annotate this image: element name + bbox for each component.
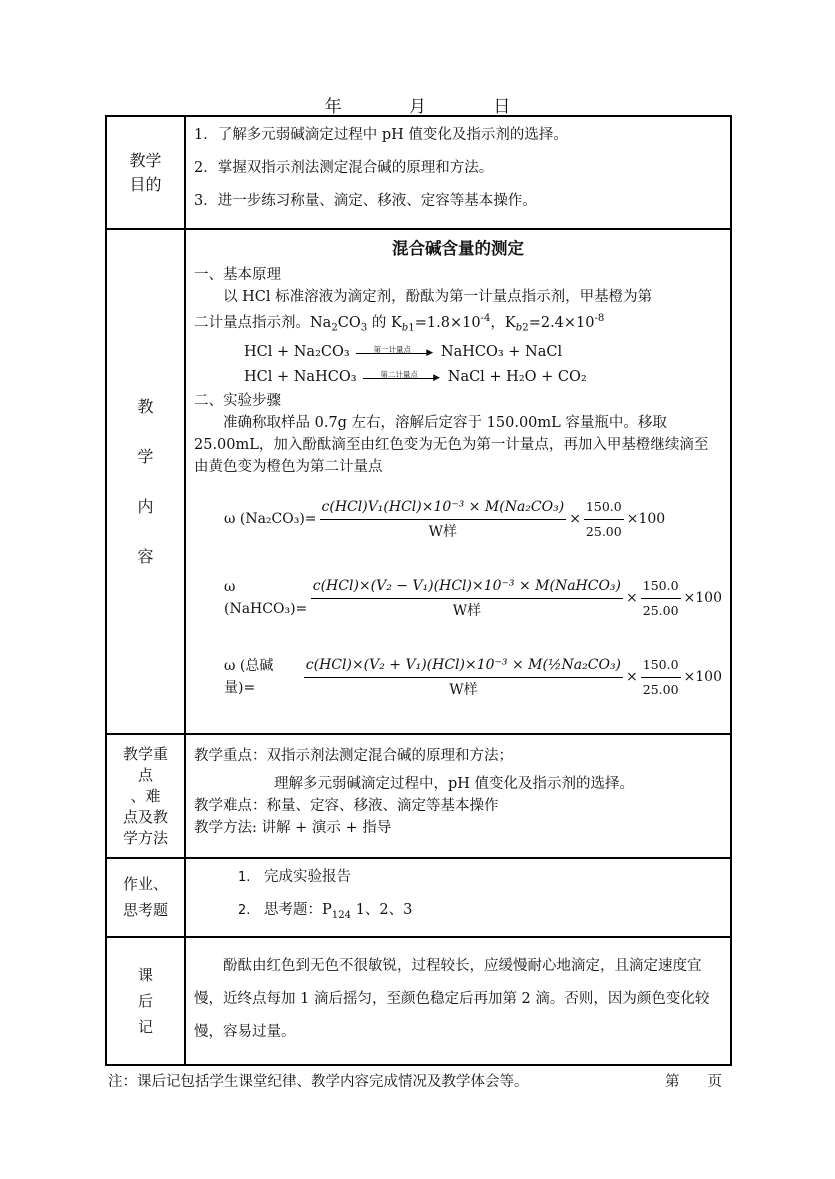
- paragraph: 准确称取样品 0.7g 左右，溶解后定容于 150.00mL 容量瓶中。移取 25.00mL，加入酚酞滴至由红色变为无色为第一计量点，再加入甲基橙继续滴至由黄色变为橙色为第二计量点: [194, 414, 709, 475]
- section-heading: 一、基本原理: [194, 267, 281, 283]
- list-item: 1. 完成实验报告: [238, 869, 351, 885]
- objective-item: 1．了解多元弱碱滴定过程中 pH 值变化及指示剂的选择。: [194, 127, 568, 143]
- keypoints-label: 教学重 点 、难 点及教 学方法: [106, 734, 185, 858]
- footer-note: 注：课后记包括学生课堂纪律、教学内容完成情况及教学体会等。 第 页: [108, 1070, 728, 1091]
- year-label: 年: [324, 97, 342, 117]
- homework-label: 作业、 思考题: [106, 858, 185, 937]
- objectives-list: [186, 117, 730, 222]
- formula-total-alkali: ω (总碱量)= $\frac{\text{c(HCl)×(V₂ + V₁)(HCl)×10⁻³ × M(½Na₂CO₃)}}{\text{W样}}$ × $\frac{150.0}{25.00}$ ×100: [224, 654, 722, 701]
- objective-item: 2．掌握双指示剂法测定混合碱的原理和方法。: [194, 160, 494, 176]
- section-heading: 二、实验步骤: [194, 392, 281, 409]
- date-header: [0, 92, 835, 117]
- formula-nahco3: ω (NaHCO₃)= $\frac{\text{c(HCl)×(V₂ − V₁)(HCl)×10⁻³ × M(NaHCO₃)}}{\text{W样}}$ × $\frac{150.0}{25.00}$ ×100: [224, 575, 722, 622]
- page-title: 混合碱含量的测定: [392, 239, 524, 258]
- reaction-2: HCl + NaHCO₃ 第二计量点 ▶ NaCl + H₂O + CO₂: [244, 368, 587, 385]
- objectives-row: [106, 116, 731, 229]
- content-label: 教 学 内 容: [106, 229, 185, 734]
- objectives-label: 教学目的: [106, 116, 185, 229]
- page-number: 第 页: [665, 1074, 722, 1090]
- arrow-icon: 第二计量点 ▶: [363, 372, 441, 382]
- day-label: 日: [493, 97, 511, 117]
- reaction-1: HCl + Na₂CO₃ 第一计量点 ▶ NaHCO₃ + NaCl: [244, 343, 563, 360]
- month-label: 月: [409, 97, 426, 117]
- keypoints-body: 教学重点：双指示剂法测定混合碱的原理和方法； 理解多元弱碱滴定过程中，pH 值变化及指示剂的选择。 教学难点：称量、定容、移液、滴定等基本操作 教学方法: 讲解 + 演示 + 指导: [194, 748, 635, 836]
- homework-list: [186, 859, 730, 936]
- remarks-body: 酚酞由红色到无色不很敏锐，过程较长，应缓慢耐心地滴定，且滴定速度宜慢，近终点每加 1 滴后摇匀，至颜色稳定后再加第 2 滴。否则，因为颜色变化较慢，容易过量。: [194, 957, 710, 1040]
- content-body: [186, 230, 730, 705]
- objective-item: 3．进一步练习称量、滴定、移液、定容等基本操作。: [194, 193, 537, 209]
- arrow-icon: 第一计量点 ▶: [356, 347, 434, 357]
- remarks-row: [106, 937, 731, 1065]
- lesson-plan-table: [105, 115, 732, 1066]
- content-row: [106, 229, 731, 734]
- remarks-label: 课 后 记: [106, 937, 185, 1065]
- paragraph: 以 HCl 标准溶液为滴定剂，酚酞为第一计量点指示剂，甲基橙为第: [223, 289, 653, 305]
- list-item: 2. 思考题：$P_{124}$ 1、2、3: [238, 902, 413, 921]
- keypoints-row: [106, 734, 731, 858]
- homework-row: [106, 858, 731, 937]
- formula-na2co3: ω (Na₂CO₃)= $\frac{\text{c(HCl)V₁(HCl)×10⁻³ × M(Na₂CO₃)}}{\text{W样}}$ × $\frac{150.0}{25.00}$ ×100: [224, 496, 722, 543]
- paragraph: 二计量点指示剂。$Na_2CO_3$ 的 $K_{b1}=1.8\times 10^{-4}$，$K_{b2}=2.4\times 10^{-8}$: [194, 313, 605, 334]
